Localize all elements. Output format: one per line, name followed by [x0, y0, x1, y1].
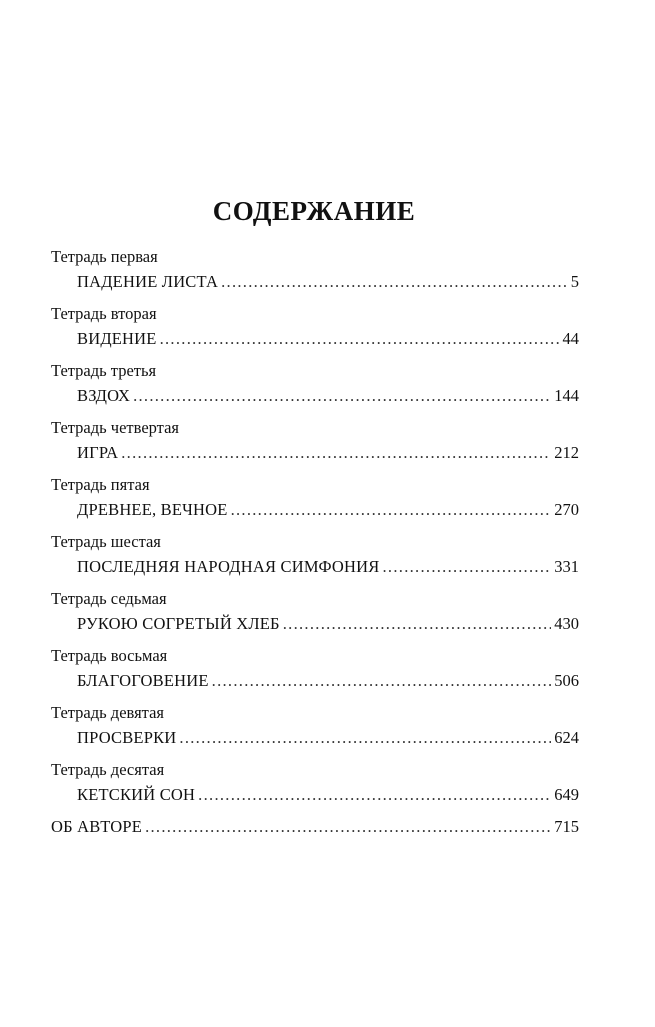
page-number: 331 [554, 557, 579, 576]
dot-leader [145, 814, 551, 839]
section-label: Тетрадь вторая [51, 304, 157, 323]
page-number: 624 [554, 728, 579, 747]
entry-title: РУКОЮ СОГРЕТЫЙ ХЛЕБ [77, 614, 280, 633]
toc-section [51, 472, 579, 522]
dot-leader [160, 326, 560, 351]
toc-entry[interactable] [51, 782, 579, 807]
toc-section [51, 700, 579, 750]
page-number: 144 [554, 386, 579, 405]
toc-entry[interactable] [51, 611, 579, 636]
entry-title: ОБ АВТОРЕ [51, 817, 143, 836]
page-number: 5 [570, 272, 579, 291]
toc-section [51, 643, 579, 693]
table-of-contents [51, 244, 579, 839]
toc-section [51, 358, 579, 408]
page-title: СОДЕРЖАНИЕ [212, 196, 416, 226]
entry-title: ПОСЛЕДНЯЯ НАРОДНАЯ СИМФОНИЯ [77, 557, 380, 576]
entry-title: ДРЕВНЕЕ, ВЕЧНОЕ [77, 500, 228, 519]
toc-section [51, 244, 579, 294]
section-label: Тетрадь третья [51, 361, 157, 380]
section-label: Тетрадь четвертая [51, 418, 180, 437]
toc-entry-about-author[interactable] [51, 814, 579, 839]
page-number: 649 [554, 785, 579, 804]
toc-entry[interactable] [51, 497, 579, 522]
page-number: 506 [554, 671, 579, 690]
page-number: 44 [562, 329, 579, 348]
toc-entry[interactable] [51, 383, 579, 408]
section-label: Тетрадь пятая [51, 475, 150, 494]
dot-leader [383, 554, 552, 579]
page-number: 270 [554, 500, 579, 519]
toc-entry[interactable] [51, 668, 579, 693]
entry-title: ПАДЕНИЕ ЛИСТА [77, 272, 219, 291]
section-label: Тетрадь седьмая [51, 589, 167, 608]
dot-leader [179, 725, 551, 750]
toc-entry[interactable] [51, 326, 579, 351]
dot-leader [198, 782, 551, 807]
section-label: Тетрадь девятая [51, 703, 165, 722]
section-label: Тетрадь первая [51, 247, 158, 266]
entry-title: ВИДЕНИЕ [77, 329, 157, 348]
entry-title: ПРОСВЕРКИ [77, 728, 177, 747]
toc-entry[interactable] [51, 269, 579, 294]
toc-section [51, 301, 579, 351]
page-number: 715 [554, 817, 579, 836]
dot-leader [283, 611, 552, 636]
section-label: Тетрадь шестая [51, 532, 161, 551]
dot-leader [121, 440, 551, 465]
toc-section [51, 586, 579, 636]
toc-entry[interactable] [51, 725, 579, 750]
dot-leader [231, 497, 552, 522]
toc-entry[interactable] [51, 440, 579, 465]
toc-section [51, 757, 579, 807]
entry-title: БЛАГОГОВЕНИЕ [77, 671, 209, 690]
toc-section [51, 529, 579, 579]
entry-title: ИГРА [77, 443, 119, 462]
page-number: 430 [554, 614, 579, 633]
dot-leader [212, 668, 552, 693]
section-label: Тетрадь десятая [51, 760, 165, 779]
toc-entry[interactable] [51, 554, 579, 579]
page-number: 212 [554, 443, 579, 462]
entry-title: ВЗДОХ [77, 386, 131, 405]
section-label: Тетрадь восьмая [51, 646, 168, 665]
toc-section [51, 415, 579, 465]
entry-title: КЕТСКИЙ СОН [77, 785, 196, 804]
dot-leader [133, 383, 551, 408]
dot-leader [221, 269, 568, 294]
